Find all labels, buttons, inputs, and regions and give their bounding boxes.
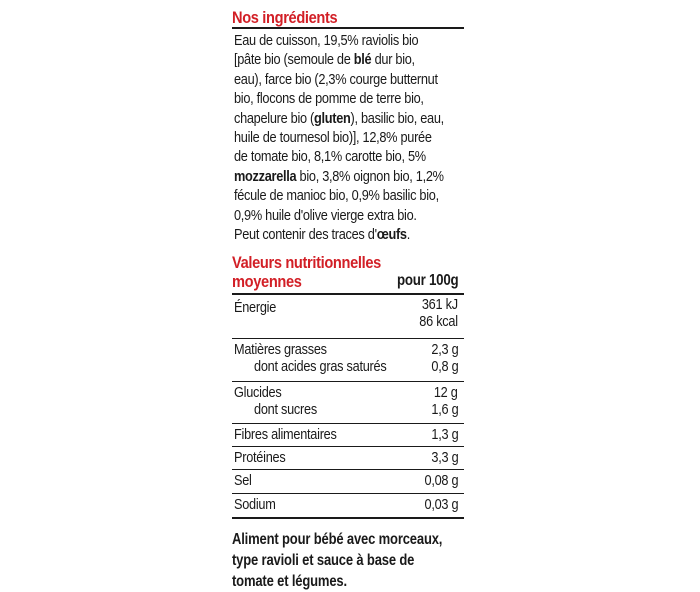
nutrition-table xyxy=(232,295,464,519)
row-sub-value: 1,6 g xyxy=(430,402,458,419)
ingredient-text: bio, flocons de pomme de terre bio, xyxy=(234,90,424,108)
row-value-kj: 361 kJ xyxy=(422,297,458,314)
ingredient-text: bio, 3,8% oignon bio, 1,2% xyxy=(296,167,444,185)
ingredient-text: dur bio, xyxy=(371,51,415,69)
allergen-text: mozzarella xyxy=(234,167,297,185)
table-row-proteines xyxy=(232,447,464,470)
allergen-text: gluten xyxy=(313,109,351,127)
ingredient-text: ), basilic bio, eau, xyxy=(350,109,444,127)
nutrition-label xyxy=(232,8,464,592)
row-label: Matières grasses xyxy=(234,342,327,359)
description-line: Aliment pour bébé avec morceaux, xyxy=(232,531,443,549)
table-row-glucides xyxy=(232,382,464,424)
ingredient-line xyxy=(234,206,427,225)
ingredient-line xyxy=(234,50,427,69)
allergen-text: blé xyxy=(353,51,372,69)
row-value-kcal: 86 kcal xyxy=(419,314,458,331)
row-label: Protéines xyxy=(234,450,286,467)
ingredients-text xyxy=(232,31,464,244)
ingredient-line xyxy=(234,89,427,108)
row-label: Glucides xyxy=(234,385,282,402)
ingredient-text: Eau de cuisson, 19,5% raviolis bio xyxy=(234,32,419,49)
per-100g-label: pour 100g xyxy=(396,272,458,290)
ingredient-line xyxy=(234,109,444,128)
description-line: tomate et légumes. xyxy=(232,573,347,591)
nutrition-title-line1: Valeurs nutritionnelles xyxy=(232,253,381,273)
row-value: 0,03 g xyxy=(424,497,458,514)
table-row-sodium xyxy=(232,494,464,519)
ingredient-text: fécule de manioc bio, 0,9% basilic bio, xyxy=(234,187,439,205)
row-label: Sodium xyxy=(234,497,276,514)
allergen-text: œufs xyxy=(376,226,407,244)
row-sub-label: dont acides gras saturés xyxy=(254,359,387,376)
table-row-energie xyxy=(232,295,464,339)
row-value: 12 g xyxy=(434,385,458,402)
ingredient-line xyxy=(234,225,427,244)
ingredient-line xyxy=(234,70,438,89)
row-sub-value: 0,8 g xyxy=(430,359,458,376)
row-value: 1,3 g xyxy=(430,427,458,444)
row-label: Sel xyxy=(234,473,252,490)
ingredient-text: 0,9% huile d'olive vierge extra bio. xyxy=(234,206,417,224)
ingredient-line xyxy=(234,167,444,186)
table-row-matieres-grasses xyxy=(232,339,464,382)
row-sub-label: dont sucres xyxy=(254,402,317,419)
row-value: 2,3 g xyxy=(430,342,458,359)
table-row-sel xyxy=(232,470,464,494)
ingredient-text: de tomate bio, 8,1% carotte bio, 5% xyxy=(234,148,426,166)
row-value: 3,3 g xyxy=(430,450,458,467)
ingredients-title: Nos ingrédients xyxy=(232,8,338,27)
ingredient-text: [pâte bio (semoule de xyxy=(234,51,354,69)
ingredient-text: Peut contenir des traces d' xyxy=(234,226,377,244)
ingredient-line xyxy=(234,128,432,147)
product-description xyxy=(232,529,464,592)
ingredient-line xyxy=(234,186,439,205)
ingredient-text: eau), farce bio (2,3% courge butternut xyxy=(234,70,438,88)
ingredient-line xyxy=(234,31,427,50)
ingredient-text: . xyxy=(406,226,410,244)
nutrition-title-line2: moyennes xyxy=(232,272,302,292)
ingredients-divider xyxy=(232,27,464,29)
nutrition-header xyxy=(232,253,464,293)
ingredient-line xyxy=(234,147,427,166)
table-row-fibres xyxy=(232,424,464,447)
description-line: type ravioli et sauce à base de xyxy=(232,552,415,570)
row-label: Énergie xyxy=(234,300,277,317)
row-value: 0,08 g xyxy=(424,473,458,490)
row-label: Fibres alimentaires xyxy=(234,427,337,444)
ingredient-text: chapelure bio ( xyxy=(234,109,314,127)
ingredient-text: huile de tournesol bio)], 12,8% purée xyxy=(234,129,432,147)
